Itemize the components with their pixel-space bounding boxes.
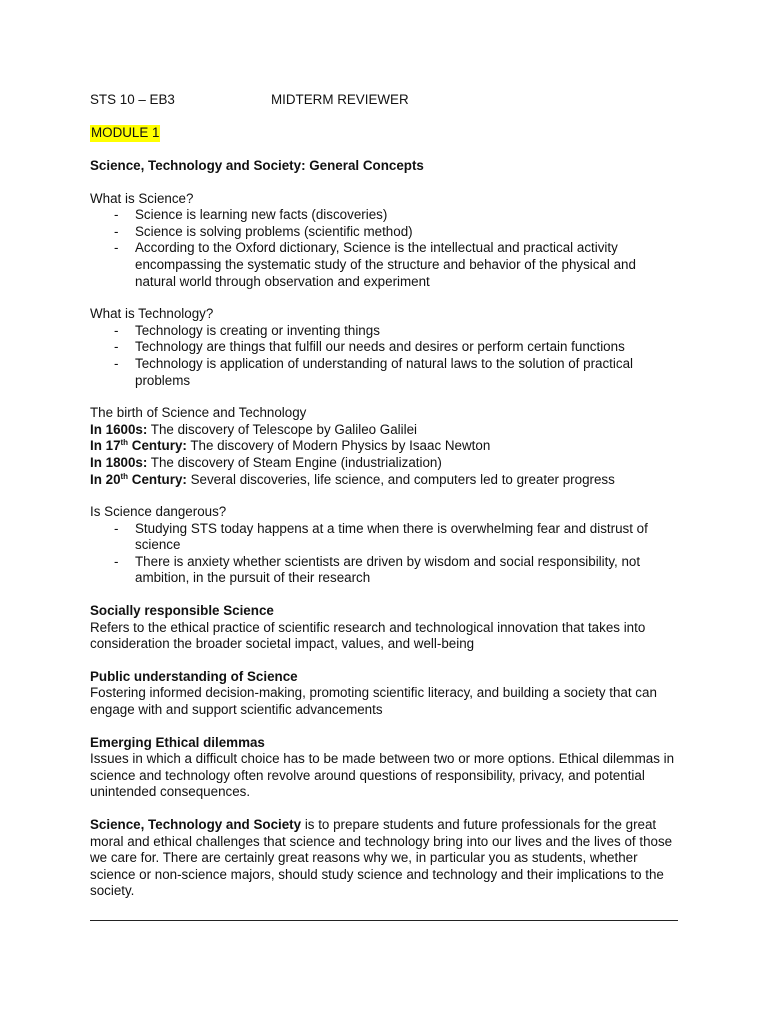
timeline-era: In 1600s:	[90, 421, 148, 437]
section-title: Science, Technology and Society: General Concepts	[90, 158, 424, 173]
list-item: - Science is solving problems (scientific method)	[90, 224, 680, 241]
list-item: - There is anxiety whether scientists are driven by wisdom and social responsibility, not ambition, in the pursuit of their research	[90, 554, 680, 587]
document-header	[90, 92, 680, 109]
sts-body: is to prepare students and future professionals for the great moral and ethical challenges that science and technology bring into our lives and the lives of those we care for. There are certainly great reasons why we, in particular you as students, whether science or non-science majors, should study science and technology and their implications to the society.	[90, 817, 673, 899]
list-item: - Technology is application of understanding of natural laws to the solution of practical problems	[90, 356, 680, 389]
science-question: What is Science?	[90, 190, 194, 206]
list-item: - Science is learning new facts (discoveries)	[90, 207, 680, 224]
course-code: STS 10 – EB3	[90, 92, 175, 107]
public-understanding-block	[90, 669, 680, 719]
document-title: MIDTERM REVIEWER	[271, 92, 409, 107]
sts-lead: Science, Technology and Society	[90, 817, 302, 832]
timeline-text: The discovery of Modern Physics by Isaac Newton	[186, 438, 491, 454]
public-body: Fostering informed decision-making, promoting scientific literacy, and building a society that can engage with and support scientific advancements	[90, 685, 657, 718]
timeline-text: Several discoveries, life science, and computers led to greater progress	[186, 471, 615, 487]
era-superscript: th	[120, 438, 129, 448]
era-prefix: In 17	[90, 438, 121, 454]
timeline-text: The discovery of Steam Engine (industrialization)	[147, 454, 442, 470]
danger-question: Is Science dangerous?	[90, 504, 227, 520]
list-item: - Studying STS today happens at a time when there is overwhelming fear and distrust of science	[90, 521, 680, 554]
timeline-row	[90, 455, 680, 472]
era-superscript: th	[120, 471, 129, 481]
science-danger-block	[90, 504, 680, 587]
timeline-row	[90, 422, 680, 439]
era-suffix: Century:	[128, 438, 187, 454]
sts-summary-block	[90, 817, 680, 900]
timeline-era: In 1800s:	[90, 454, 148, 470]
danger-list	[90, 521, 680, 587]
birth-timeline-block	[90, 405, 680, 488]
public-heading: Public understanding of Science	[90, 668, 298, 684]
science-list	[90, 207, 680, 290]
page-divider	[90, 920, 678, 921]
science-definition-block	[90, 191, 680, 291]
ethical-heading: Emerging Ethical dilemmas	[90, 734, 265, 750]
technology-list	[90, 323, 680, 389]
era-prefix: In 20	[90, 471, 121, 487]
module-label: MODULE 1	[91, 125, 160, 140]
era-suffix: Century:	[128, 471, 187, 487]
timeline-era	[90, 472, 187, 487]
timeline-row	[90, 438, 680, 455]
responsible-heading: Socially responsible Science	[90, 603, 274, 619]
list-item: - According to the Oxford dictionary, Science is the intellectual and practical activity encompassing the systematic study of the structure and behavior of the physical and natural world through observation and experiment	[90, 240, 680, 290]
timeline-text: The discovery of Telescope by Galileo Galilei	[147, 421, 418, 437]
technology-definition-block	[90, 306, 680, 389]
list-item: - Technology are things that fulfill our needs and desires or perform certain functions	[90, 339, 680, 356]
birth-heading: The birth of Science and Technology	[90, 405, 307, 421]
ethical-body: Issues in which a difficult choice has to be made between two or more options. Ethical dilemmas in science and technology often revolve around questions of responsibility, privacy, and potential unintended consequences.	[90, 751, 675, 800]
ethical-dilemmas-block	[90, 735, 680, 801]
document-page	[90, 92, 680, 900]
list-item: - Technology is creating or inventing things	[90, 323, 680, 340]
timeline-row	[90, 472, 680, 489]
technology-question: What is Technology?	[90, 306, 214, 322]
responsible-body: Refers to the ethical practice of scientific research and technological innovation that takes into consideration the broader societal impact, values, and well-being	[90, 619, 646, 652]
responsible-science-block	[90, 603, 680, 653]
timeline-era	[90, 438, 187, 453]
